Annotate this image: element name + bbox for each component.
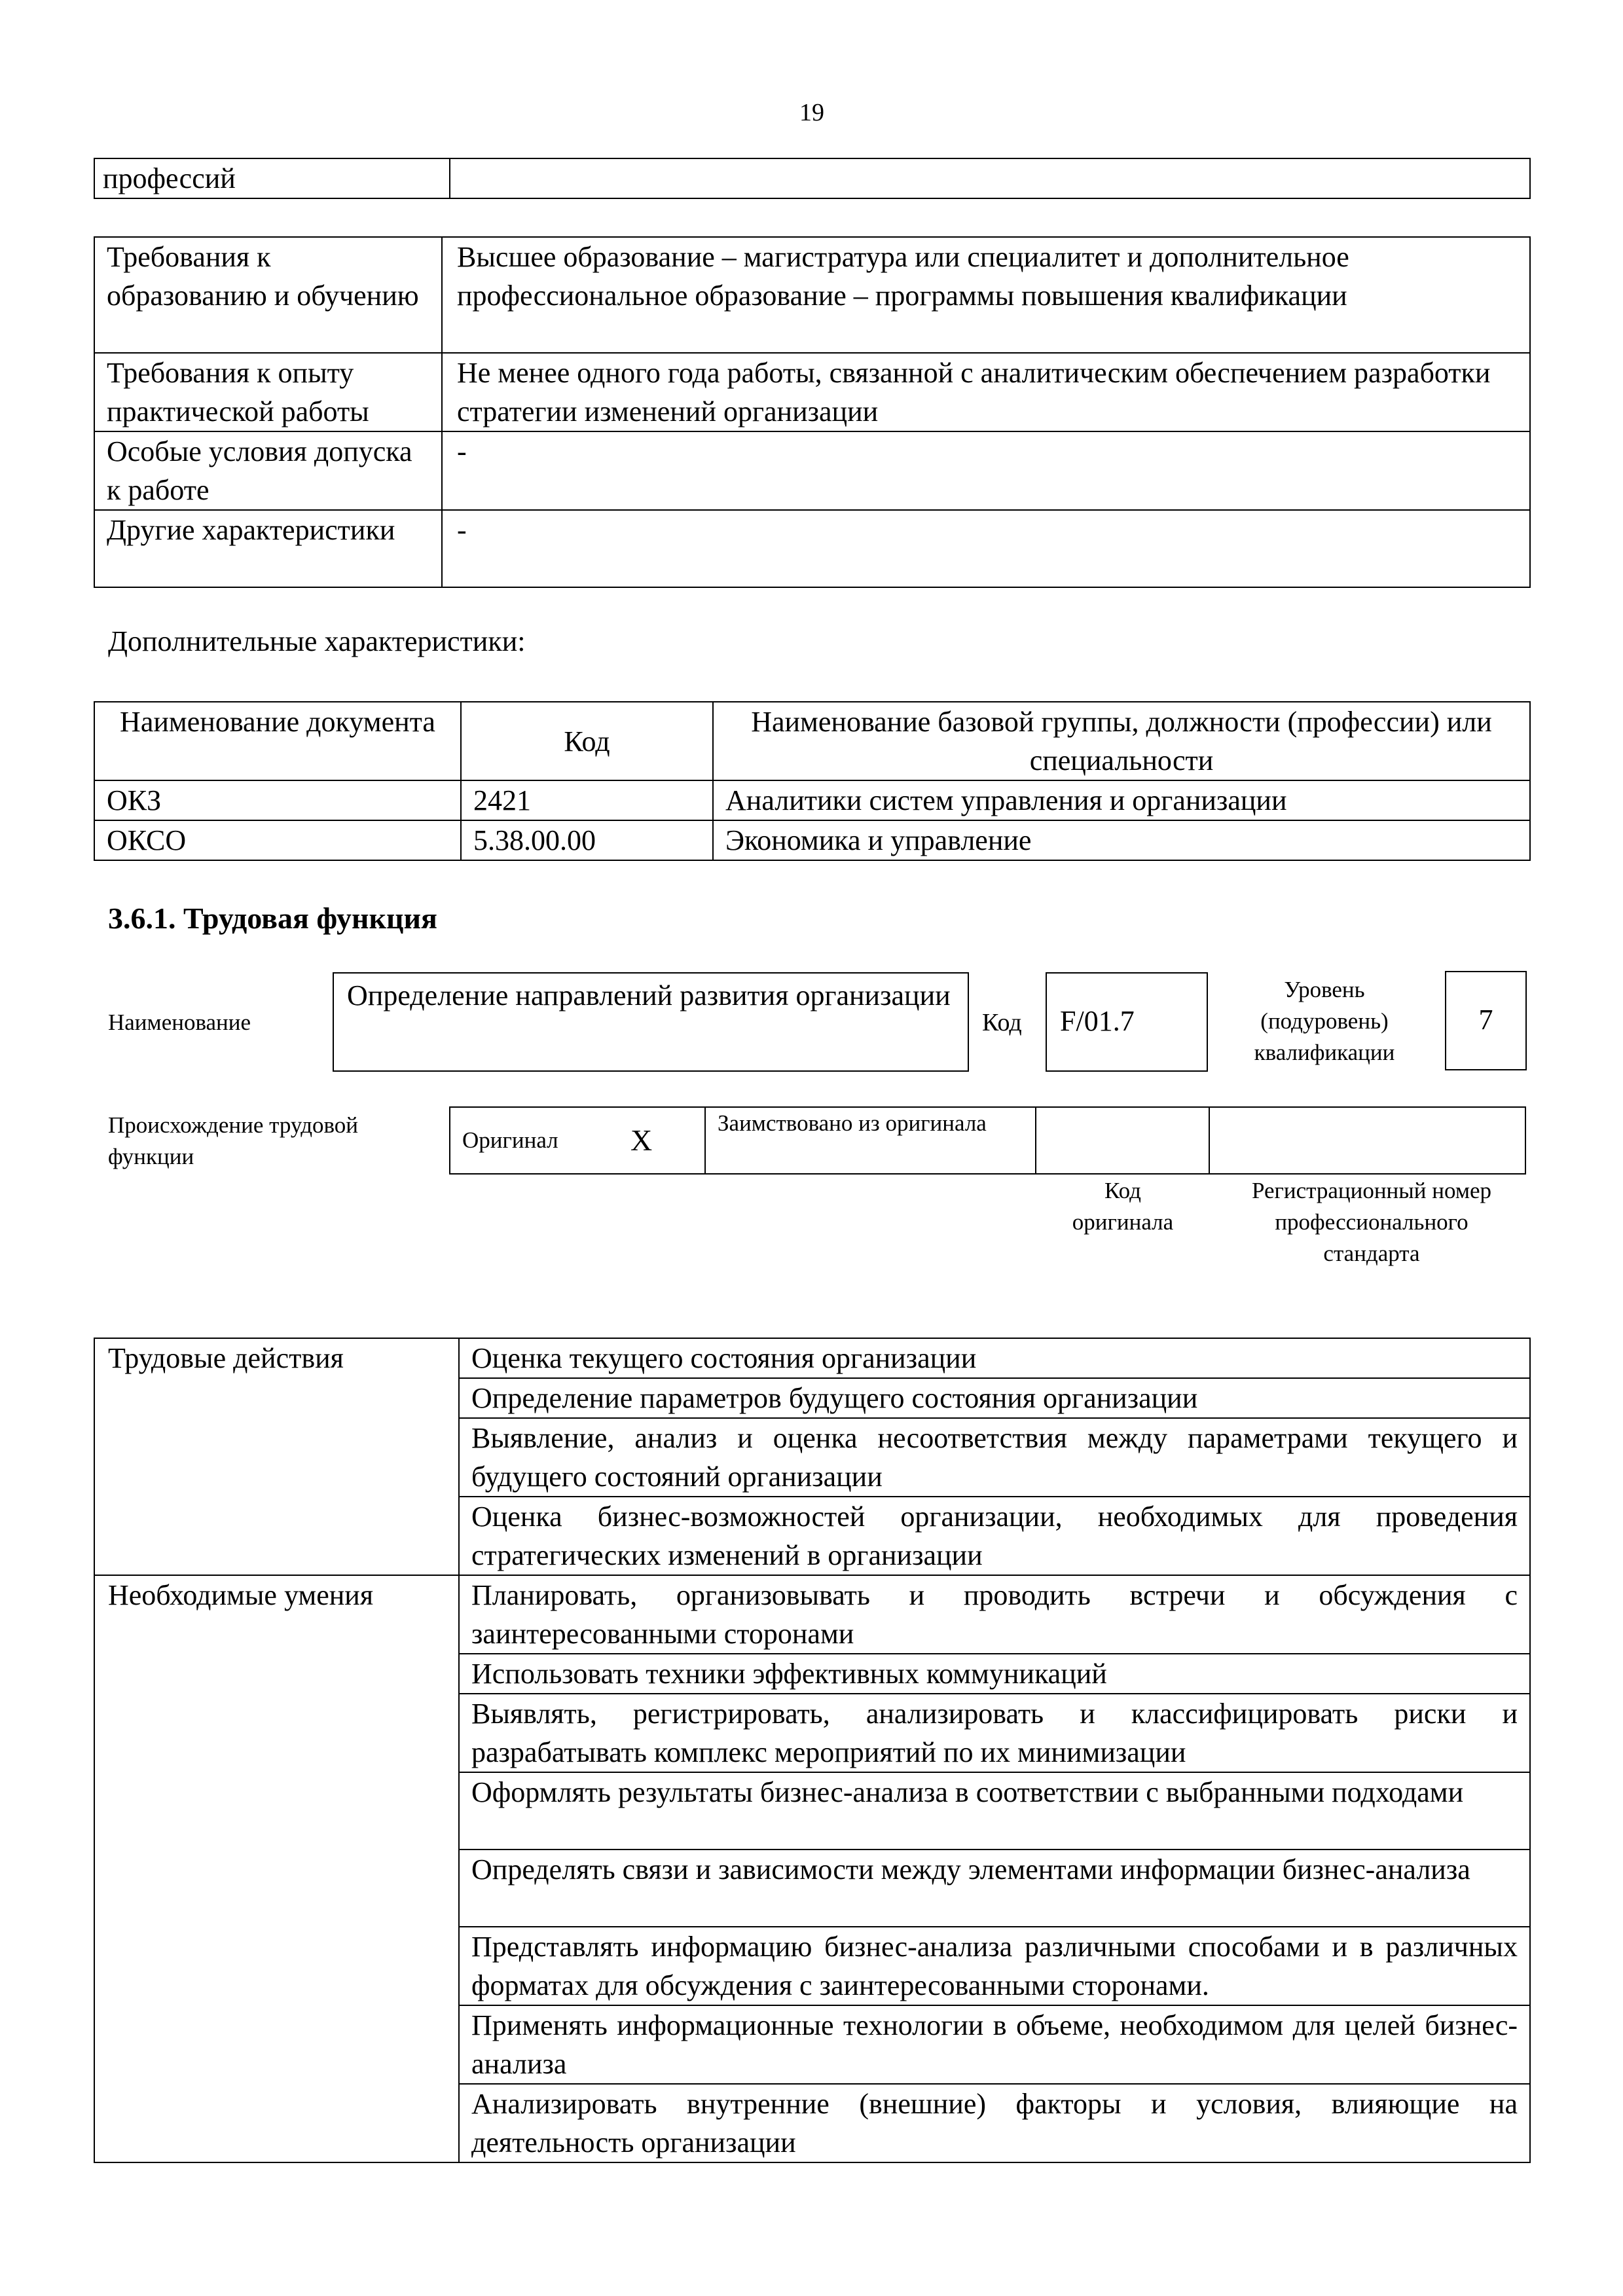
function-name-box [333,972,969,1072]
table-cell: 5.38.00.00 [461,820,713,860]
origin-table [449,1106,1526,1175]
function-name-value: Определение направлений развития организации [347,979,951,1011]
origin-label: Происхождение трудовой функции [108,1112,359,1169]
page-number: 19 [799,99,824,126]
top-table-cell-value [450,158,1530,198]
skill-item: Определять связи и зависимости между элементами информации бизнес-анализа [459,1850,1530,1927]
skills-label: Необходимые умения [94,1575,459,2162]
origin-code-caption: Код оригинала [1072,1178,1174,1235]
table-cell: ОКЗ [94,780,461,820]
actions-label: Трудовые действия [94,1338,459,1575]
function-level-label: Уровень (подуровень) квалификации [1254,977,1395,1065]
action-item: Определение параметров будущего состояния организации [459,1378,1530,1418]
req-label: Требования к опыту практической работы [94,353,442,431]
origin-code-cell [1036,1107,1209,1174]
req-value: - [442,510,1530,587]
skill-item: Выявлять, регистрировать, анализировать и классифицировать риски и разрабатывать комплекс мероприятий по их минимизации [459,1694,1530,1772]
additional-table [94,701,1531,861]
origin-borrowed-cell [705,1107,1036,1174]
requirements-table [94,236,1531,588]
actions-skills-table [94,1338,1531,2163]
req-value: Высшее образование – магистратура или специалитет и дополнительное профессиональное образование – программы повышения квалификации [442,237,1530,353]
function-name-label: Наименование [108,1010,251,1035]
col-header-document: Наименование документа [94,702,461,780]
skill-item: Планировать, организовывать и проводить встречи и обсуждения с заинтересованными сторонами [459,1575,1530,1654]
col-header-group: Наименование базовой группы, должности (профессии) или специальности [713,702,1530,780]
skill-item: Анализировать внутренние (внешние) факторы и условия, влияющие на деятельность организации [459,2084,1530,2162]
req-value: Не менее одного года работы, связанной с аналитическим обеспечением разработки стратегии изменений организации [442,353,1530,431]
req-label: Другие характеристики [94,510,442,587]
origin-original-label: Оригинал [462,1127,558,1153]
function-level-value: 7 [1478,1004,1493,1036]
action-item: Оценка бизнес-возможностей организации, необходимых для проведения стратегических изменений в организации [459,1497,1530,1575]
origin-original-cell [450,1107,705,1174]
table-cell: ОКСО [94,820,461,860]
action-item: Оценка текущего состояния организации [459,1338,1530,1378]
function-code-box [1046,972,1208,1072]
req-label: Требования к образованию и обучению [94,237,442,353]
function-level-box [1445,971,1527,1070]
function-code-value: F/01.7 [1060,1005,1135,1037]
top-table [94,158,1531,199]
skill-item: Применять информационные технологии в объеме, необходимом для целей бизнес-анализа [459,2005,1530,2084]
table-cell: Экономика и управление [713,820,1530,860]
table-cell: Аналитики систем управления и организации [713,780,1530,820]
skill-item: Представлять информацию бизнес-анализа различными способами и в различных форматах для обсуждения с заинтересованными сторонами. [459,1927,1530,2005]
origin-reg-caption: Регистрационный номер профессионального стандарта [1251,1178,1492,1266]
table-cell: 2421 [461,780,713,820]
origin-original-mark: X [630,1123,653,1157]
origin-reg-cell [1209,1107,1525,1174]
action-item: Выявление, анализ и оценка несоответствия между параметрами текущего и будущего состояний организации [459,1418,1530,1497]
top-table-cell-label: профессий [94,158,450,198]
origin-borrowed-label: Заимствовано из оригинала [718,1110,987,1136]
section-title: 3.6.1. Трудовая функция [108,902,437,935]
col-header-code: Код [461,702,713,780]
skill-item: Использовать техники эффективных коммуникаций [459,1654,1530,1694]
req-value: - [442,431,1530,510]
additional-heading: Дополнительные характеристики: [108,625,526,657]
skill-item: Оформлять результаты бизнес-анализа в соответствии с выбранными подходами [459,1772,1530,1850]
function-code-label: Код [982,1009,1022,1036]
req-label: Особые условия допуска к работе [94,431,442,510]
